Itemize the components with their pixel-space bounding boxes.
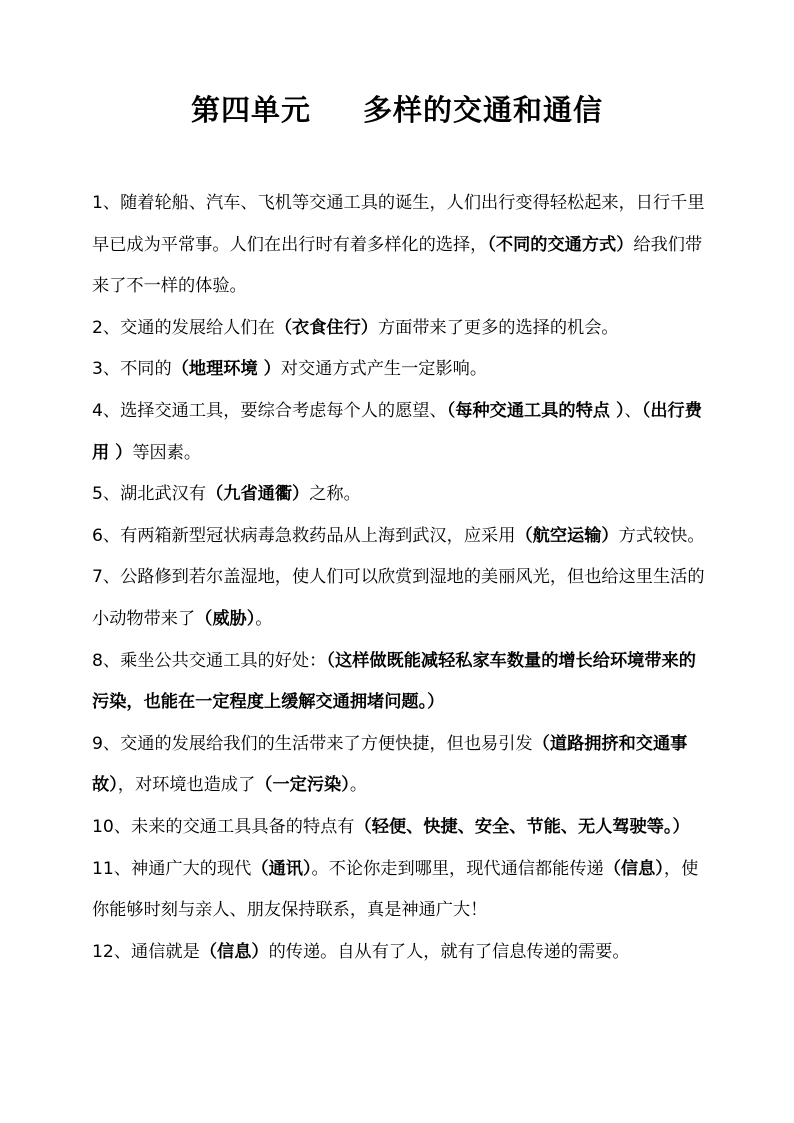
question-8-answer: （这样做既能减轻私家车数量的增长给环境带来的污染，也能在一定程度上缓解交通拥堵问题。） bbox=[92, 650, 696, 713]
question-7-answer: （威胁） bbox=[195, 608, 256, 629]
question-1-text: 1、随着轮船、汽车、飞机等交通工具的诞生，人们出行变得轻松起来，日行千里早已成为平常事。人们在出行时有着多样化的选择， bbox=[92, 193, 705, 255]
question-12 bbox=[92, 932, 706, 974]
question-9-text-mid: ，对环境也造成了 bbox=[117, 775, 256, 796]
question-5-text: 5、湖北武汉有 bbox=[92, 484, 207, 505]
question-10 bbox=[92, 807, 706, 849]
question-4-text-mid: 、 bbox=[624, 400, 642, 421]
question-3-text-end: 对交通方式产生一定影响。 bbox=[280, 359, 488, 380]
question-9-answer-1: （道路拥挤和交通事故） bbox=[92, 733, 688, 796]
question-7-text-end: 。 bbox=[255, 608, 273, 629]
question-4-answer-2: （出行费用 ） bbox=[92, 400, 702, 463]
question-6 bbox=[92, 516, 706, 558]
question-11-answer-2: （信息） bbox=[603, 858, 664, 879]
question-2 bbox=[92, 308, 706, 350]
question-6-text-end: 方式较快。 bbox=[618, 525, 705, 546]
question-11-answer-1: （通讯） bbox=[251, 858, 312, 879]
question-11-text: 11、神通广大的现代 bbox=[92, 858, 252, 879]
question-6-answer: （航空运输） bbox=[515, 525, 619, 546]
question-10-answer: （轻便、快捷、安全、节能、无人驾驶等。） bbox=[354, 816, 690, 837]
title-unit: 第四单元 bbox=[190, 93, 311, 127]
question-3-answer: （地理环境 ） bbox=[171, 359, 281, 380]
question-7-text: 7、公路修到若尔盖湿地，使人们可以欣赏到湿地的美丽风光，但也给这里生活的小动物带来了 bbox=[92, 567, 705, 629]
question-6-text: 6、有两箱新型冠状病毒急救药品从上海到武汉，应采用 bbox=[92, 525, 516, 546]
question-5-answer: （九省通衢） bbox=[206, 484, 310, 505]
question-12-text-end: 的传递。自从有了人，就有了信息传递的需要。 bbox=[268, 941, 630, 962]
question-2-answer: （衣食住行） bbox=[274, 317, 378, 338]
question-3 bbox=[92, 349, 706, 391]
question-7 bbox=[92, 557, 706, 640]
question-4-text-end: 等因素。 bbox=[132, 442, 202, 463]
question-8 bbox=[92, 641, 706, 724]
question-12-text: 12、通信就是 bbox=[92, 941, 200, 962]
question-8-text: 8、乘坐公共交通工具的好处： bbox=[92, 650, 327, 671]
question-5 bbox=[92, 474, 706, 516]
question-list bbox=[92, 183, 706, 973]
question-3-text: 3、不同的 bbox=[92, 359, 172, 380]
page-title bbox=[0, 88, 794, 129]
question-4-text: 4、选择交通工具，要综合考虑每个人的愿望、 bbox=[92, 400, 447, 421]
question-9-text: 9、交通的发展给我们的生活带来了方便快捷，但也易引发 bbox=[92, 733, 533, 754]
question-2-text-end: 方面带来了更多的选择的机会。 bbox=[377, 317, 619, 338]
question-9 bbox=[92, 724, 706, 807]
question-4 bbox=[92, 391, 706, 474]
question-11-text-end: ，使你能够时刻与亲人、朋友保持联系，真是神通广大！ bbox=[92, 858, 699, 921]
question-12-answer: （信息） bbox=[199, 941, 269, 962]
question-9-text-end: 。 bbox=[349, 775, 368, 796]
question-1-text-end: 给我们带来了不一样的体验。 bbox=[92, 234, 703, 297]
question-4-answer-1: （每种交通工具的特点 ） bbox=[446, 400, 625, 421]
title-topic: 多样的交通和通信 bbox=[363, 93, 604, 127]
question-2-text: 2、交通的发展给人们在 bbox=[92, 317, 275, 338]
question-11-text-mid: 。不论你走到哪里，现代通信都能传递 bbox=[311, 858, 604, 879]
question-9-answer-2: （一定污染） bbox=[255, 775, 350, 796]
question-10-text: 10、未来的交通工具具备的特点有 bbox=[92, 816, 355, 837]
question-1 bbox=[92, 183, 706, 308]
question-5-text-end: 之称。 bbox=[309, 484, 361, 505]
question-11 bbox=[92, 849, 706, 932]
question-1-answer: （不同的交通方式） bbox=[487, 234, 634, 255]
